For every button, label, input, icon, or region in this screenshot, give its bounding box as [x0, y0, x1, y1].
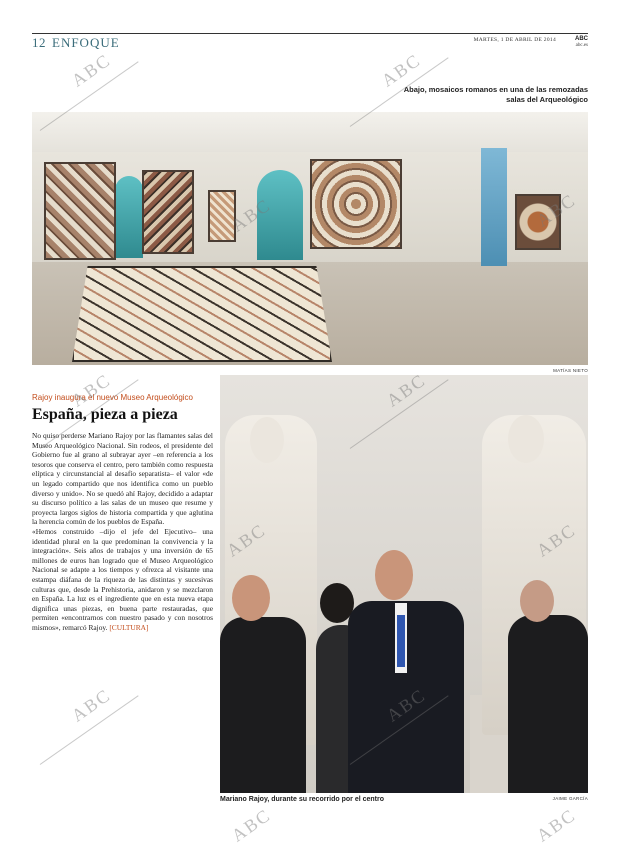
abc-watermark: ABC [532, 189, 580, 231]
person-right [508, 615, 588, 793]
person-right-head [520, 580, 554, 622]
article-paragraph-text: «Hemos construido –dijo el jefe del Ejecutivo– una identidad plural en la que predominan la convivencia y la integración». Seis años de trabajos y una inversión de 65 millones de euros han logrado que el Museo Arqueológico Nacional se adapte a los tiempos y ofrezca al visitante una estampa diáfana de la riqueza de las distintas y sucesivas culturas que, desde la Prehistoria, anidaron y se mezclaron en España. La luz es el ingrediente que en esta nueva etapa dignifica unas piezas, en buena parte restauradas, que permiten «encontrarnos con nuestro pasado y con nosotros mismos», remarcó Rajoy. [32, 526, 213, 632]
article-headline: España, pieza a pieza [32, 406, 178, 423]
statue-left-head [250, 417, 284, 463]
person-center-tie [397, 615, 405, 667]
bottom-photo-credit: JAIME GARCÍA [552, 796, 588, 801]
abc-watermark: ABC [382, 684, 430, 726]
abc-watermark: ABC [67, 369, 115, 411]
article-kicker: Rajoy inaugura el nuevo Museo Arqueológico [32, 393, 193, 402]
header-rule [32, 33, 588, 34]
rajoy-visit-photo [220, 375, 588, 793]
brand-name: ABC [575, 36, 588, 42]
dateline: MARTES, 1 DE ABRIL DE 2014 [473, 37, 556, 43]
person-left-head [232, 575, 270, 621]
article-body [32, 431, 213, 632]
portrait-mosaic [515, 194, 561, 250]
archway [115, 176, 143, 258]
statue-right-head [508, 415, 544, 463]
museum-hall-photo [32, 112, 588, 365]
person-center-head [375, 550, 413, 600]
bottom-photo-caption: Mariano Rajoy, durante su recorrido por el centro [220, 796, 385, 803]
abc-watermark: ABC [67, 49, 115, 91]
abc-watermark: ABC [532, 804, 580, 846]
abc-watermark: ABC [227, 804, 275, 846]
top-photo-credit: MATÍAS NIETO [553, 368, 588, 373]
wall-mosaic [44, 162, 116, 260]
abc-watermark: ABC [532, 519, 580, 561]
top-photo-caption: Abajo, mosaicos romanos en una de las remozadas salas del Arqueológico [403, 85, 588, 104]
article-paragraph [32, 527, 213, 633]
person-left [220, 617, 306, 793]
doorway [481, 148, 507, 266]
wall-mosaic [142, 170, 194, 254]
cross-reference-tag[interactable]: [CULTURA] [109, 622, 149, 632]
section-title: ENFOQUE [52, 35, 120, 50]
abc-watermark: ABC [377, 49, 425, 91]
wall-mosaic [208, 190, 236, 242]
abc-watermark: ABC [227, 194, 275, 236]
article-paragraph: No quiso perderse Mariano Rajoy por las flamantes salas del Museo Arqueológico Nacional. Sin rodeos, el presidente del Gobierno fue al grano al subrayar ayer –en referencia a los tesoros que conserva el centro, pero también como respuesta elíptica y circunstancial al desafío separatista– el valor «de un legado compartido que nos identifica como un pueblo diverso y unido». No se quedó ahí Rajoy, decidido a adaptar su discurso político a las salas de un museo que resume y proyecta largos siglos de historia compartida y que aglutina la herencia común de los pueblos de España. [32, 431, 213, 527]
abc-watermark: ABC [67, 684, 115, 726]
wall-mosaic [310, 159, 402, 249]
abc-watermark: ABC [222, 519, 270, 561]
floor-mosaic [72, 266, 332, 362]
watermark-line [40, 695, 139, 765]
archway [257, 170, 303, 260]
site-url: abc.es [575, 43, 588, 48]
abc-watermark: ABC [382, 369, 430, 411]
page-number: 12 [32, 35, 46, 50]
